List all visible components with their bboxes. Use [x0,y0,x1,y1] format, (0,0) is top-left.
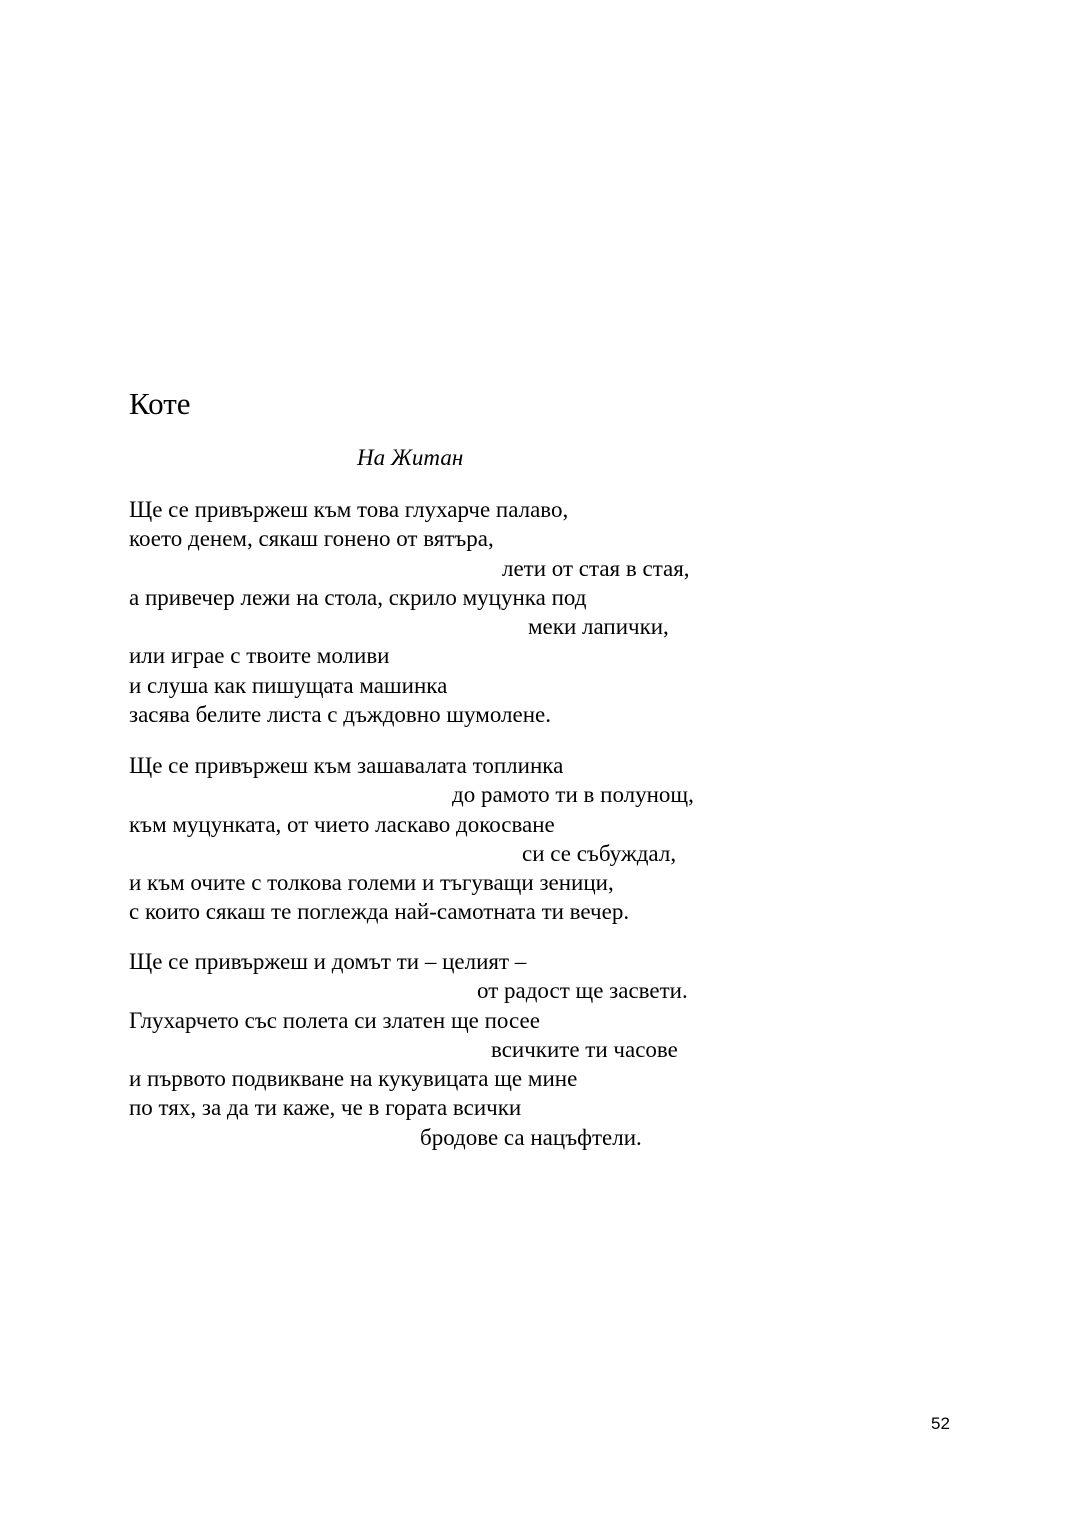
poem-line: което денем, сякаш гонено от вятъра, [129,526,494,552]
poem-line: Ще се привържеш и домът ти – целият – [129,949,527,974]
poem-line: и слуша как пишущата машинка [129,672,448,698]
page-number: 52 [931,1414,950,1433]
poem-line: Глухарчето със полета си златен ще посее [129,1007,540,1033]
stanza-2 [129,751,889,927]
stanza-3 [129,947,889,1152]
poem-line: с които сякаш те поглежда най-самотната ти вечер. [129,899,630,925]
poem-line: и първото подвикване на кукувицата ще мине [129,1066,578,1092]
poem-title: Коте [129,386,191,421]
poem-line: по тях, за да ти каже, че в гората всички [129,1095,522,1121]
poem-line-indented: лети от стая в стая, [502,555,690,581]
poem-line: Ще се привържеш към това глухарче палаво, [129,497,569,522]
poem-line: или играе с твоите моливи [129,643,390,669]
poem-line: към муцунката, от чието ласкаво докосване [129,811,555,837]
stanza-1 [129,495,889,729]
poem-line-indented: до рамото ти в полунощ, [452,782,694,808]
poem-line-indented: от радост ще засвети. [477,978,688,1004]
poem-line: Ще се привържеш към зашавалата топлинка [129,753,564,778]
poem-line-indented: бродове са нацъфтели. [420,1124,642,1150]
poem-line-indented: всичките ти часове [491,1036,678,1062]
poem-dedication: На Житан [357,445,464,470]
poem-line-indented: меки лапички, [528,614,669,640]
poem-line-indented: си се събуждал, [522,840,677,866]
poem-line: засява белите листа с дъждовно шумолене. [129,702,551,728]
poem-line: а привечер лежи на стола, скрило муцунка под [129,584,587,610]
poem-line: и към очите с толкова големи и тъгуващи зеници, [129,870,614,896]
